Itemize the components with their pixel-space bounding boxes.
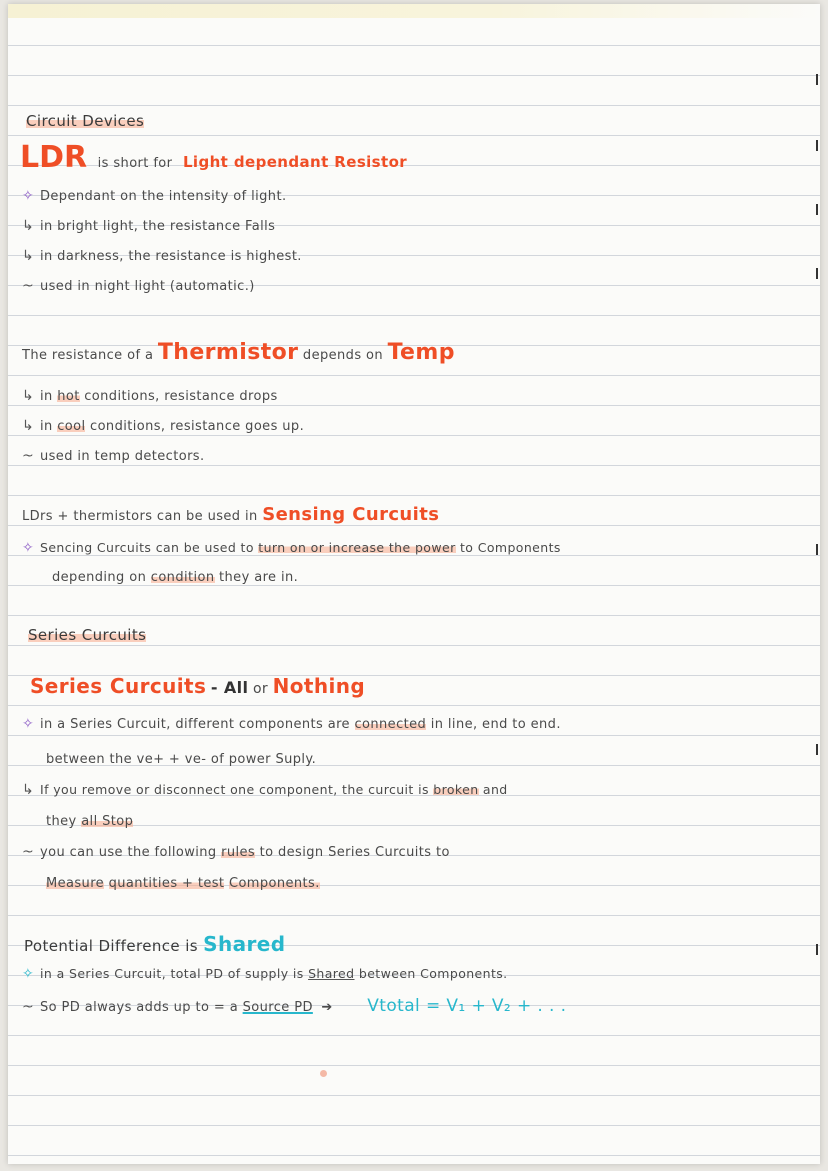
thermistor-note-text: used in temp detectors. xyxy=(40,449,205,464)
series-note-hl: rules xyxy=(221,845,256,860)
sensing-title: Sensing Curcuits xyxy=(262,504,440,525)
tilde-icon: ~ xyxy=(22,844,35,860)
tilde-icon: ~ xyxy=(22,999,35,1015)
margin-tick xyxy=(816,944,818,955)
series-heading-text: Series Curcuits xyxy=(28,626,147,644)
ldr-arrow-1 xyxy=(22,218,275,234)
pd-note-ul: Source PD xyxy=(242,1000,313,1015)
series-title-1: Series Curcuits xyxy=(30,674,207,698)
ldr-bullet-1-text: Dependant on the intensity of light. xyxy=(40,189,287,204)
series-line-3-hl: all Stop xyxy=(81,814,134,829)
series-line-2-text: between the ve+ + ve- of power Suply. xyxy=(46,752,317,767)
pd-heading xyxy=(24,932,285,956)
thermistor-arrow-1-pre: in xyxy=(40,389,53,404)
diamond-star-icon: ✧ xyxy=(22,540,35,556)
margin-tick xyxy=(816,268,818,279)
thermistor-title-line xyxy=(22,340,455,365)
tilde-icon: ~ xyxy=(22,278,35,294)
sensing-bullet-pre: Sencing Curcuits can be used to xyxy=(40,540,254,555)
sensing-title-line xyxy=(22,504,439,525)
curved-arrow-icon: ↳ xyxy=(22,782,35,798)
series-note xyxy=(22,844,450,860)
series-line-3-pre: they xyxy=(46,814,77,829)
series-line-2 xyxy=(46,752,316,767)
circuit-devices-heading-text: Circuit Devices xyxy=(26,112,145,130)
sensing-line-2 xyxy=(52,570,298,585)
diamond-star-icon: ✧ xyxy=(22,188,35,204)
ldr-arrow-2-text: in darkness, the resistance is highest. xyxy=(40,249,302,264)
diamond-star-icon: ✧ xyxy=(22,966,35,982)
series-line-4-hl-3: Components. xyxy=(228,876,320,891)
margin-tick xyxy=(816,140,818,151)
pd-bullet-pre: in a Series Curcuit, total PD of supply is xyxy=(40,966,304,981)
diamond-star-icon: ✧ xyxy=(22,716,35,732)
margin-tick xyxy=(816,544,818,555)
series-bullet-hl: connected xyxy=(354,717,427,732)
sensing-line-start: LDrs + thermistors can be used in xyxy=(22,509,258,524)
thermistor-line-start: The resistance of a xyxy=(22,348,154,363)
ldr-arrow-1-text: in bright light, the resistance Falls xyxy=(40,219,276,234)
notebook-page xyxy=(8,4,820,1164)
pd-bullet-ul: Shared xyxy=(308,966,355,981)
pd-formula: Vtotal = V₁ + V₂ + . . . xyxy=(367,996,567,1016)
ldr-arrow-2 xyxy=(22,248,302,264)
ldr-title-big: LDR xyxy=(20,140,88,175)
margin-tick xyxy=(816,204,818,215)
series-arrow xyxy=(22,782,508,798)
sensing-line-2-pre: depending on xyxy=(52,570,147,585)
sensing-line-2-post: they are in. xyxy=(219,570,299,585)
thermistor-temp: Temp xyxy=(387,340,455,365)
curved-arrow-icon: ↳ xyxy=(22,248,35,264)
curved-arrow-icon: ↳ xyxy=(22,218,35,234)
ldr-title-full: Light dependant Resistor xyxy=(182,153,408,171)
ldr-note-text: used in night light (automatic.) xyxy=(40,279,255,294)
thermistor-arrow-1 xyxy=(22,388,278,404)
ldr-title-rest: is short for xyxy=(97,156,173,171)
pd-note-pre: So PD always adds up to = a xyxy=(40,1000,239,1015)
series-bullet xyxy=(22,716,561,732)
pd-heading-word: Shared xyxy=(203,932,286,956)
ldr-title-line xyxy=(20,140,407,175)
pd-note xyxy=(22,996,566,1016)
thermistor-arrow-2-pre: in xyxy=(40,419,53,434)
thermistor-note xyxy=(22,448,205,464)
series-title-4: Nothing xyxy=(272,674,366,698)
pd-heading-pre: Potential Difference is xyxy=(24,937,198,955)
thermistor-line-mid: depends on xyxy=(302,348,384,363)
series-line-4-hl-2: quantities + test xyxy=(108,876,225,891)
series-arrow-pre: If you remove or disconnect one component, the curcuit is xyxy=(40,782,429,797)
series-bullet-pre: in a Series Curcuit, different components are xyxy=(40,717,350,732)
series-title-2: - All xyxy=(210,678,249,697)
series-bullet-post: in line, end to end. xyxy=(430,717,561,732)
tilde-icon: ~ xyxy=(22,448,35,464)
margin-tick xyxy=(816,74,818,85)
series-heading xyxy=(28,626,146,644)
sensing-bullet-hl: turn on or increase the power xyxy=(258,540,456,555)
series-note-pre: you can use the following xyxy=(40,845,217,860)
thermistor-arrow-2-cool: cool xyxy=(57,419,86,434)
series-arrow-post: and xyxy=(482,782,508,797)
thermistor-arrow-2 xyxy=(22,418,304,434)
series-line-3 xyxy=(46,814,133,829)
ldr-note xyxy=(22,278,255,294)
pd-bullet xyxy=(22,966,508,982)
sensing-bullet-post: to Components xyxy=(459,540,561,555)
sensing-line-2-hl: condition xyxy=(150,570,215,585)
sensing-bullet xyxy=(22,540,561,556)
curved-arrow-icon: ↳ xyxy=(22,388,35,404)
thermistor-arrow-1-hot: hot xyxy=(57,389,80,404)
pd-bullet-post: between Components. xyxy=(358,966,508,981)
thermistor-arrow-2-post: conditions, resistance goes up. xyxy=(90,419,305,434)
ink-dot xyxy=(320,1070,327,1077)
ldr-bullet-1 xyxy=(22,188,286,204)
thermistor-word: Thermistor xyxy=(157,340,299,365)
circuit-devices-heading xyxy=(26,112,144,130)
series-arrow-hl: broken xyxy=(433,782,479,797)
arrow-right-icon: ➔ xyxy=(321,1000,333,1015)
series-line-4 xyxy=(46,876,320,891)
curved-arrow-icon: ↳ xyxy=(22,418,35,434)
series-title-line xyxy=(30,674,365,698)
margin-tick xyxy=(816,744,818,755)
series-note-post: to design Series Curcuits to xyxy=(259,845,450,860)
series-line-4-hl-1: Measure xyxy=(46,876,105,891)
series-title-3: or xyxy=(252,681,269,697)
thermistor-arrow-1-post: conditions, resistance drops xyxy=(84,389,278,404)
